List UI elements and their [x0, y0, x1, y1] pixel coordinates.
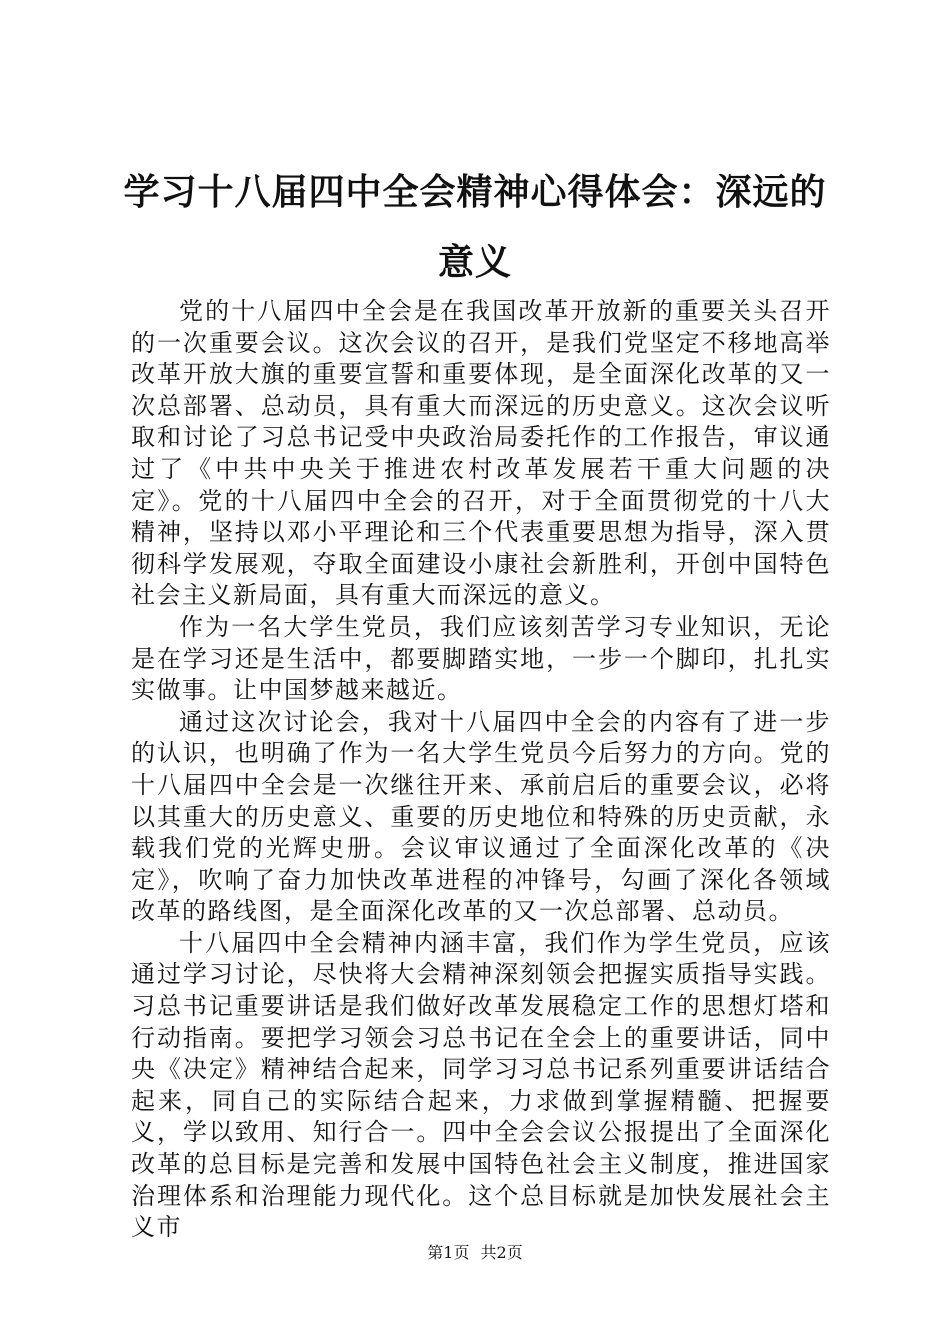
- paragraph-2: 作为一名大学生党员，我们应该刻苦学习专业知识，无论是在学习还是生活中，都要脚踏实地，一步一个脚印，扎扎实实做事。让中国梦越来越近。: [131, 612, 831, 705]
- page-footer: [0, 1242, 950, 1264]
- document-body: [131, 296, 831, 1244]
- paragraph-3: 通过这次讨论会，我对十八届四中全会的内容有了进一步的认识，也明确了作为一名大学生党员今后努力的方向。党的十八届四中全会是一次继往开来、承前启后的重要会议，必将以其重大的历史意义、重要的历史地位和特殊的历史贡献，永载我们党的光辉史册。会议审议通过了全面深化改革的《决定》，吹响了奋力加快改革进程的冲锋号，勾画了深化各领域改革的路线图，是全面深化改革的又一次总部署、总动员。: [131, 707, 831, 926]
- page-number: 第1页: [427, 1243, 470, 1262]
- paragraph-4: 十八届四中全会精神内涵丰富，我们作为学生党员，应该通过学习讨论，尽快将大会精神深刻领会把握实质指导实践。习总书记重要讲话是我们做好改革发展稳定工作的思想灯塔和行动指南。要把学习领会习总书记在全会上的重要讲话，同中央《决定》精神结合起来，同学习习总书记系列重要讲话结合起来，同自己的实际结合起来，力求做到掌握精髓、把握要义，学以致用、知行合一。四中全会会议公报提出了全面深化改革的总目标是完善和发展中国特色社会主义制度，推进国家治理体系和治理能力现代化。这个总目标就是加快发展社会主义市: [131, 928, 831, 1242]
- document-title: 学习十八届四中全会精神心得体会：深远的意义: [123, 172, 827, 283]
- page-total: 共2页: [480, 1243, 523, 1262]
- paragraph-1: 党的十八届四中全会是在我国改革开放新的重要关头召开的一次重要会议。这次会议的召开，是我们党坚定不移地高举改革开放大旗的重要宣誓和重要体现，是全面深化改革的又一次总部署、总动员，具有重大而深远的历史意义。这次会议听取和讨论了习总书记受中央政治局委托作的工作报告，审议通过了《中共中央关于推进农村改革发展若干重大问题的决定》。党的十八届四中全会的召开，对于全面贯彻党的十八大精神，坚持以邓小平理论和三个代表重要思想为指导，深入贯彻科学发展观，夺取全面建设小康社会新胜利，开创中国特色社会主义新局面，具有重大而深远的意义。: [131, 297, 831, 610]
